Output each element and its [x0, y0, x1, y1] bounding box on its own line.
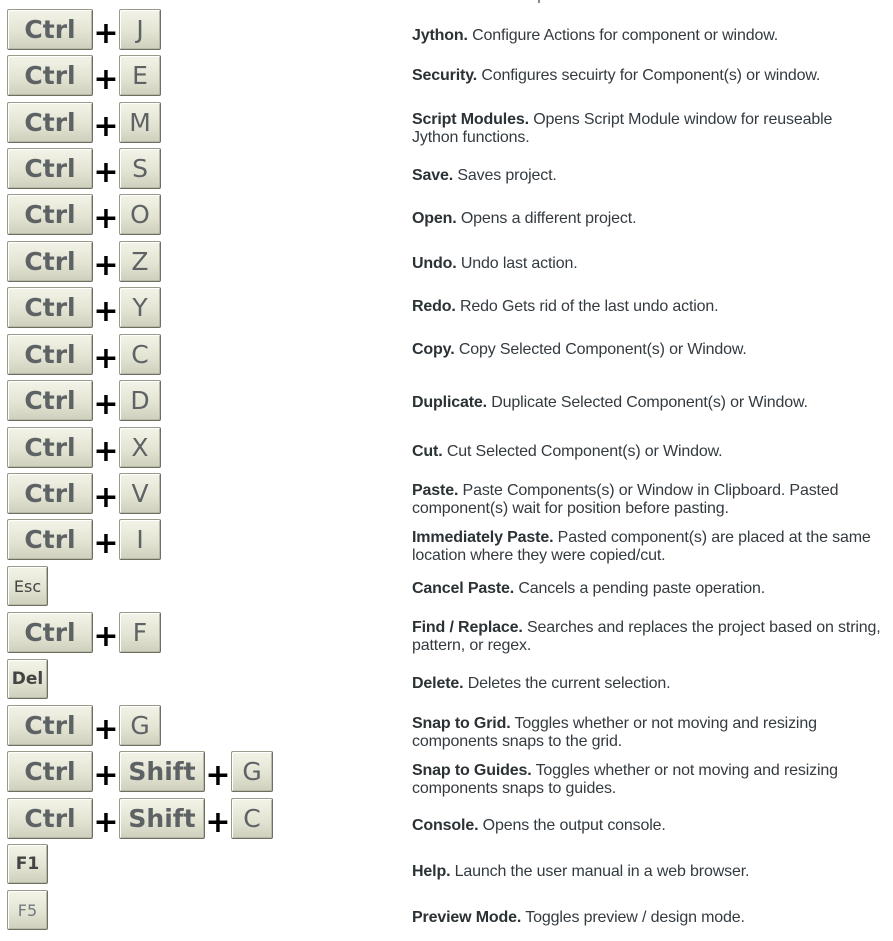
key-ctrl: Ctrl [7, 241, 93, 282]
shortcut-title: Help. [412, 863, 451, 880]
plus-sign: + [93, 341, 119, 376]
plus-sign: + [205, 805, 231, 840]
key-f5: F5 [7, 890, 48, 930]
shortcut-title: Redo. [412, 298, 456, 315]
key-combo [7, 843, 48, 885]
shortcut-description [412, 675, 882, 693]
shortcut-description [412, 67, 882, 85]
shortcut-text: Deletes the current selection. [467, 675, 671, 692]
key-j: J [119, 9, 161, 50]
shortcut-text: Configure Actions for component or window. [472, 27, 779, 44]
shortcut-text: Duplicate Selected Component(s) or Window. [491, 394, 808, 411]
shortcut-text: Opens a different project. [460, 210, 637, 227]
shortcut-text: Saves project. [457, 167, 557, 184]
key-combo [7, 704, 161, 746]
shortcut-title: Preview Mode. [412, 909, 522, 926]
shortcut-description [412, 817, 882, 835]
plus-sign: + [93, 434, 119, 469]
key-combo [7, 240, 161, 282]
shortcut-title: Copy. [412, 341, 455, 358]
shortcut-description [412, 394, 882, 412]
shortcut-description [412, 580, 882, 598]
key-ctrl: Ctrl [7, 287, 93, 328]
shortcut-description [412, 255, 882, 273]
key-combo [7, 565, 48, 607]
shortcut-description [412, 341, 882, 359]
key-ctrl: Ctrl [7, 519, 93, 560]
key-combo [7, 193, 161, 235]
shortcut-title: Script Modules. [412, 111, 529, 128]
key-ctrl: Ctrl [7, 380, 93, 421]
key-combo [7, 286, 161, 328]
key-z: Z [119, 241, 161, 282]
plus-sign: + [93, 62, 119, 97]
key-combo [7, 147, 161, 189]
shortcut-title: Undo. [412, 255, 457, 272]
key-ctrl: Ctrl [7, 148, 93, 189]
plus-sign: + [93, 480, 119, 515]
plus-sign: + [93, 712, 119, 747]
plus-sign: + [93, 201, 119, 236]
key-v: V [119, 473, 161, 514]
key-ctrl: Ctrl [7, 334, 93, 375]
key-combo [7, 8, 161, 50]
shortcut-title: Duplicate. [412, 394, 487, 411]
key-ctrl: Ctrl [7, 612, 93, 653]
shortcut-title: Open. [412, 210, 457, 227]
key-combo [7, 518, 161, 560]
shortcut-text: Paste Components(s) or Window in Clipboard. Pasted component(s) wait for position before pasting. [412, 482, 839, 517]
top-divider-mark [538, 0, 540, 3]
shortcut-description [412, 619, 882, 655]
plus-sign: + [93, 109, 119, 144]
shortcut-text: Cut Selected Component(s) or Window. [446, 443, 723, 460]
key-combo [7, 101, 161, 143]
shortcut-text: Opens the output console. [482, 817, 666, 834]
shortcut-title: Snap to Grid. [412, 715, 511, 732]
key-esc: Esc [7, 566, 48, 606]
key-combo [7, 889, 48, 931]
plus-sign: + [93, 248, 119, 283]
key-d: D [119, 380, 161, 421]
shortcut-title: Cut. [412, 443, 443, 460]
key-combo [7, 379, 161, 421]
key-e: E [119, 55, 161, 96]
key-ctrl: Ctrl [7, 194, 93, 235]
shortcut-text: Undo last action. [460, 255, 578, 272]
shortcut-title: Console. [412, 817, 479, 834]
shortcut-title: Delete. [412, 675, 464, 692]
key-combo [7, 750, 273, 792]
plus-sign: + [93, 16, 119, 51]
shortcut-title: Find / Replace. [412, 619, 523, 636]
plus-sign: + [205, 758, 231, 793]
shortcut-description [412, 529, 882, 565]
shortcut-text: Toggles preview / design mode. [525, 909, 745, 926]
shortcut-description [412, 210, 882, 228]
key-f1: F1 [7, 844, 48, 884]
shortcut-description [412, 298, 882, 316]
shortcut-title: Cancel Paste. [412, 580, 515, 597]
shortcut-title: Security. [412, 67, 478, 84]
key-ctrl: Ctrl [7, 55, 93, 96]
shortcut-text: Redo Gets rid of the last undo action. [460, 298, 719, 315]
shortcut-text: Cancels a pending paste operation. [518, 580, 766, 597]
key-m: M [119, 102, 161, 143]
key-combo [7, 658, 48, 700]
shortcut-title: Snap to Guides. [412, 762, 532, 779]
shortcut-title: Immediately Paste. [412, 529, 554, 546]
plus-sign: + [93, 294, 119, 329]
shortcut-text: Copy Selected Component(s) or Window. [458, 341, 747, 358]
shortcut-text: Pasted component(s) are placed at the same location where they were copied/cut. [412, 529, 871, 564]
shortcut-text: Launch the user manual in a web browser. [454, 863, 750, 880]
key-combo [7, 472, 161, 514]
key-ctrl: Ctrl [7, 427, 93, 468]
key-f: F [119, 612, 161, 653]
key-s: S [119, 148, 161, 189]
key-y: Y [119, 287, 161, 328]
key-g: G [231, 751, 273, 792]
key-ctrl: Ctrl [7, 9, 93, 50]
shortcut-text: Opens Script Module window for reuseable Jython functions. [412, 111, 833, 146]
plus-sign: + [93, 758, 119, 793]
key-i: I [119, 519, 161, 560]
shortcut-description [412, 443, 882, 461]
key-ctrl: Ctrl [7, 705, 93, 746]
shortcut-description [412, 909, 882, 927]
shortcut-text: Toggles whether or not moving and resizing components snaps to guides. [412, 762, 838, 797]
key-combo [7, 611, 161, 653]
key-shift: Shift [119, 798, 205, 839]
shortcut-title: Paste. [412, 482, 459, 499]
key-shift: Shift [119, 751, 205, 792]
key-combo [7, 54, 161, 96]
key-x: X [119, 427, 161, 468]
shortcut-title: Save. [412, 167, 454, 184]
key-g: G [119, 705, 161, 746]
shortcut-description [412, 482, 882, 518]
key-ctrl: Ctrl [7, 473, 93, 514]
plus-sign: + [93, 155, 119, 190]
shortcut-description [412, 167, 882, 185]
shortcut-description [412, 863, 882, 881]
plus-sign: + [93, 387, 119, 422]
shortcut-title: Jython. [412, 27, 468, 44]
shortcut-description [412, 111, 882, 147]
key-o: O [119, 194, 161, 235]
shortcut-description [412, 27, 882, 45]
plus-sign: + [93, 619, 119, 654]
key-c: C [231, 798, 273, 839]
shortcut-text: Toggles whether or not moving and resizing components snaps to the grid. [412, 715, 817, 750]
shortcut-description [412, 762, 882, 798]
plus-sign: + [93, 805, 119, 840]
key-combo [7, 797, 273, 839]
shortcut-text: Configures secuirty for Component(s) or window. [481, 67, 821, 84]
key-combo [7, 333, 161, 375]
key-c: C [119, 334, 161, 375]
key-ctrl: Ctrl [7, 751, 93, 792]
shortcut-description [412, 715, 882, 751]
shortcut-text: Searches and replaces the project based on string, pattern, or regex. [412, 619, 881, 654]
key-ctrl: Ctrl [7, 798, 93, 839]
key-ctrl: Ctrl [7, 102, 93, 143]
key-combo [7, 426, 161, 468]
key-del: Del [7, 659, 48, 699]
plus-sign: + [93, 526, 119, 561]
